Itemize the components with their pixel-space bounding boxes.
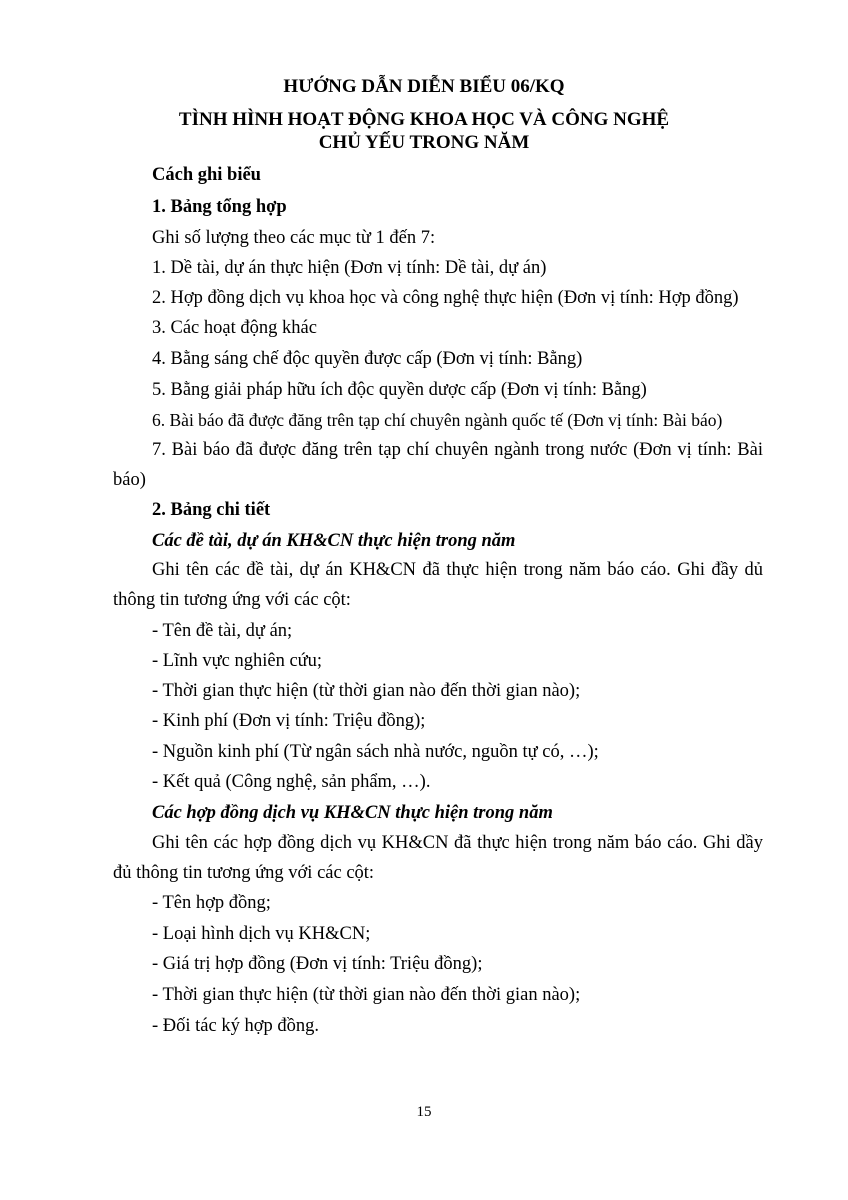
summary-item: 2. Hợp đồng dịch vụ khoa học và công nghệ thực hiện (Đơn vị tính: Hợp đồng) bbox=[152, 288, 739, 308]
summary-item-wrapped: 7. Bài báo đã được đăng trên tạp chí chuyên ngành trong nước (Đơn vị tính: Bài báo) bbox=[113, 440, 763, 490]
summary-item: 1. Dề tài, dự án thực hiện (Đơn vị tính: Dề tài, dự án) bbox=[152, 258, 547, 278]
projects-item: - Tên đề tài, dự án; bbox=[152, 621, 293, 641]
detail-heading: 2. Bảng chi tiết bbox=[152, 500, 271, 520]
summary-item: 5. Bằng giải pháp hữu ích độc quyền dược cấp (Đơn vị tính: Bằng) bbox=[152, 380, 647, 400]
projects-item: - Nguồn kinh phí (Từ ngân sách nhà nước, nguồn tự có, …); bbox=[152, 742, 599, 762]
contracts-item: - Thời gian thực hiện (từ thời gian nào đến thời gian nào); bbox=[152, 985, 581, 1005]
form-subtitle-line1: TÌNH HÌNH HOẠT ĐỘNG KHOA HỌC VÀ CÔNG NGHỆ bbox=[178, 109, 670, 130]
section-intro: Cách ghi biểu bbox=[152, 165, 261, 185]
contracts-lead: Ghi tên các hợp đồng dịch vụ KH&CN đã thực hiện trong năm báo cáo. Ghi dầy đủ thông tin tương ứng với các cột: bbox=[113, 833, 763, 883]
contracts-item: - Tên hợp đồng; bbox=[152, 893, 271, 913]
form-title: HƯỚNG DẪN DIỄN BIỂU 06/KQ bbox=[283, 76, 565, 97]
projects-item: - Kết quả (Công nghệ, sản phẩm, …). bbox=[152, 772, 431, 792]
projects-item: - Lĩnh vực nghiên cứu; bbox=[152, 651, 323, 671]
page-number: 15 bbox=[416, 1104, 432, 1120]
summary-lead: Ghi số lượng theo các mục từ 1 đến 7: bbox=[152, 228, 436, 248]
contracts-item: - Giá trị hợp đồng (Đơn vị tính: Triệu đồng); bbox=[152, 954, 483, 974]
projects-lead: Ghi tên các đề tài, dự án KH&CN đã thực hiện trong năm báo cáo. Ghi đầy dủ thông tin tương ứng với các cột: bbox=[113, 560, 763, 610]
projects-item: - Thời gian thực hiện (từ thời gian nào đến thời gian nào); bbox=[152, 681, 581, 701]
contracts-item: - Loại hình dịch vụ KH&CN; bbox=[152, 924, 371, 944]
form-subtitle-line2: CHỦ YẾU TRONG NĂM bbox=[318, 132, 530, 153]
summary-item: 6. Bài báo đã được đăng trên tạp chí chuyên ngành quốc tế (Đơn vị tính: Bài báo) bbox=[152, 410, 723, 430]
summary-heading: 1. Bảng tổng hợp bbox=[152, 197, 287, 217]
projects-title: Các đề tài, dự án KH&CN thực hiện trong năm bbox=[152, 531, 516, 551]
summary-item: 3. Các hoạt động khác bbox=[152, 318, 317, 338]
projects-item: - Kinh phí (Đơn vị tính: Triệu đồng); bbox=[152, 711, 426, 731]
contracts-title: Các hợp đồng dịch vụ KH&CN thực hiện trong năm bbox=[152, 803, 553, 823]
contracts-item: - Đối tác ký hợp đồng. bbox=[152, 1016, 320, 1036]
summary-item: 4. Bằng sáng chế độc quyền được cấp (Đơn vị tính: Bằng) bbox=[152, 349, 583, 369]
